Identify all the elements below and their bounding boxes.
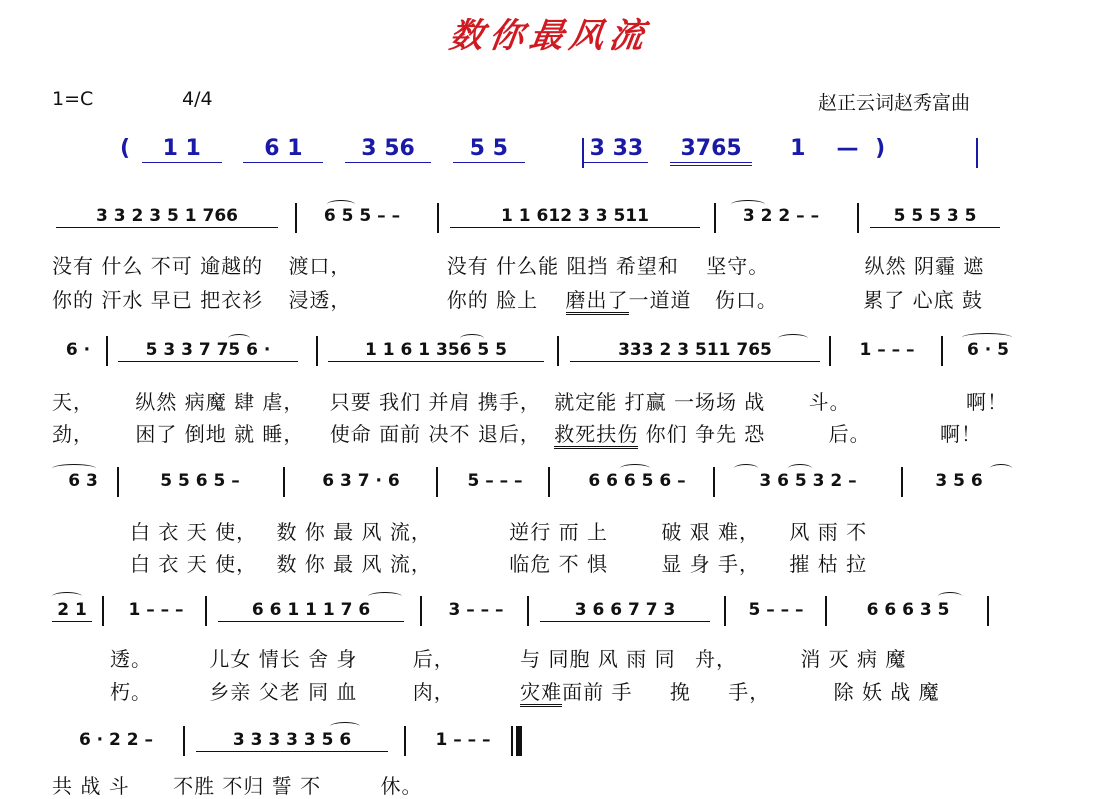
notation-group [436,600,516,630]
lyric-underlined: 磨出了 [566,288,629,315]
note-group: 6 · 2 2 – [78,730,154,750]
lyric: 纵然 病魔 肆 虐， [135,390,305,414]
notation-group [296,471,426,501]
note-group: 1 – – – [435,730,491,750]
barline [295,203,297,233]
note-group: 1 1 612 3 3 511 [450,206,700,228]
barline [283,467,285,497]
lyric: 没有 什么 不可 逾越的 [52,254,264,278]
lyric: 共 战 斗 [52,774,130,798]
intro-note-group: 3 56 [345,136,431,163]
note-group: 3 2 2 – – [742,206,820,226]
barline [941,336,943,366]
note-group: 3 3 2 3 5 1 766 [56,206,278,228]
lyric-line-1 [130,516,867,545]
lyric: 啊！ [966,390,1009,414]
barline [106,336,108,366]
barline [437,203,439,233]
note-group: 2 1 [52,600,92,622]
notation-group [418,730,508,760]
slur [990,464,1012,473]
lyric-line-2 [52,418,982,447]
intro-line [120,136,885,172]
barline [857,203,859,233]
note-group: 6 6 1 1 1 7 6 [218,600,404,622]
lyric: 就定能 打赢 一场场 战 [554,390,766,414]
intro-dash: — [836,136,859,161]
song-title: 数你最风流 [446,16,653,56]
barline [436,467,438,497]
lyric-line-1 [52,250,984,279]
lyric: 你们 争先 恐 [645,422,766,446]
key-signature: 1=C [52,88,94,110]
lyric: 与 同胞 风 雨 同 [520,647,676,671]
intro-note-group: 3765 [670,136,752,166]
intro-note-group: 1 1 [142,136,222,163]
notation-group [56,730,176,760]
intro-note-group: 5 5 [453,136,525,163]
final-barline-thick [516,726,522,756]
note-group: 6 · [65,340,91,360]
barline [404,726,406,756]
notation-group [450,471,540,501]
note-group: 3 6 5 3 2 – [759,471,857,491]
note-group: 6 3 [68,471,98,491]
lyric: 除 妖 战 魔 [833,680,940,704]
notation-group [870,206,1000,236]
notation-group [728,471,888,501]
lyric-line-1 [52,386,1008,415]
lyric-line-1 [110,643,906,672]
lyric-line-2 [130,548,867,577]
note-group: 5 – – – [748,600,804,620]
lyric: 手， [728,680,771,704]
lyric: 面前 手 [562,680,633,704]
notation-group [570,340,820,370]
lyric-underlined: 灾难 [520,680,562,707]
note-group: 3 3 3 3 3 5 6 [196,730,388,752]
barline [557,336,559,366]
lyric: 浸透， [288,288,352,312]
lyric: 使命 面前 决不 退后， [329,422,541,446]
lyric: 一道道 [628,288,692,312]
barline [117,467,119,497]
note-group: 3 6 6 7 7 3 [540,600,710,622]
slur [734,464,758,473]
slur [778,334,808,343]
lyric: 你的 汗水 早已 把衣衫 [52,288,264,312]
lyric: 没有 什么能 阻挡 希望和 [446,254,679,278]
barline [420,596,422,626]
lyric: 朽。 [110,680,152,704]
note-group: 6 6 6 5 6 – [588,471,686,491]
slur [228,334,250,343]
lyric-line-1 [52,770,423,799]
barline [901,467,903,497]
intro-note-group: 3 33 [584,136,648,163]
lyric: 后。 [828,422,871,446]
slur [52,592,82,601]
note-group: 5 5 5 3 5 [870,206,1000,228]
slur [330,722,360,731]
lyric: 斗。 [808,390,851,414]
lyric: 摧 枯 拉 [789,552,868,576]
notation-group [450,206,700,236]
composer-credit: 赵正云词赵秀富曲 [818,92,971,114]
notation-group [118,600,194,630]
lyric: 劲， [52,422,94,446]
notation-group [196,730,388,760]
note-group: 3 – – – [448,600,504,620]
lyric: 风 雨 不 [789,520,868,544]
lyric-underlined: 救死扶伤 [554,422,638,449]
final-barline-thin [511,726,513,756]
intro-note-group: 6 1 [243,136,323,163]
lyric: 显 身 手， [661,552,761,576]
barline [714,203,716,233]
note-group: 1 – – – [859,340,915,360]
intro-close-paren: ) [875,136,886,161]
barline [987,596,989,626]
lyric: 后， [412,647,455,671]
slur [368,592,402,601]
slur [731,200,765,209]
lyric: 休。 [380,774,423,798]
notation-group [562,471,712,501]
slur [962,333,1012,342]
lyric: 透。 [110,647,152,671]
lyric: 乡亲 父老 同 血 [209,680,358,704]
lyric: 破 艰 难， [661,520,761,544]
barline [102,596,104,626]
slur [620,464,650,473]
note-group: 5 5 6 5 – [160,471,240,491]
note-group: 333 2 3 511 765 [570,340,820,362]
lyric: 数 你 最 风 流， [276,520,432,544]
slur [938,592,962,601]
barline [316,336,318,366]
notation-group [914,471,1004,501]
time-signature: 4/4 [182,88,213,110]
note-group: 6 6 6 3 5 [866,600,950,620]
lyric: 儿女 情长 舍 身 [209,647,358,671]
note-group: 5 3 3 7 75 6 · [118,340,298,362]
note-group: 1 1 6 1 356 5 5 [328,340,544,362]
intro-barline [582,138,584,168]
note-group: 6 3 7 · 6 [322,471,400,491]
lyric: 渡口， [288,254,352,278]
lyric: 啊！ [940,422,983,446]
barline [829,336,831,366]
slur [460,334,484,343]
lyric: 数 你 最 风 流， [276,552,432,576]
intro-barline [976,138,978,168]
lyric: 不胜 不归 誓 不 [173,774,322,798]
barline [183,726,185,756]
lyric: 临危 不 惧 [509,552,608,576]
barline [724,596,726,626]
note-group: 1 – – – [128,600,184,620]
note-group: 6 · 5 [967,340,1009,360]
notation-group [838,600,978,630]
lyric: 纵然 阴霾 遮 [864,254,985,278]
notation-group [540,600,710,630]
lyric: 舟， [694,647,737,671]
notation-row-1 [56,206,278,236]
notation-group [726,206,836,236]
lyric: 你的 脸上 [446,288,539,312]
lyric-line-2 [52,284,983,313]
lyric: 肉， [412,680,455,704]
barline [548,467,550,497]
barline [713,467,715,497]
notation-group [842,340,932,370]
lyric: 挽 [669,680,691,704]
notation-group [736,600,816,630]
note-group: 5 – – – [467,471,523,491]
lyric: 白 衣 天 使， [130,552,258,576]
lyric: 困了 倒地 就 睡， [135,422,305,446]
lyric-line-2 [110,676,940,705]
notation-group [130,471,270,501]
barline [205,596,207,626]
notation-group [307,206,417,236]
lyric: 累了 心底 鼓 [863,288,983,312]
notation-group [118,340,298,370]
lyric: 只要 我们 并肩 携手， [329,390,541,414]
notation-group [58,471,108,501]
notation-group [958,340,1018,370]
intro-open-paren: ( [120,136,131,161]
slur [52,464,96,473]
lyric: 逆行 而 上 [509,520,608,544]
lyric: 天， [52,390,94,414]
notation-group [58,340,98,370]
notation-group [52,600,92,630]
barline [527,596,529,626]
slur [788,464,812,473]
lyric: 消 灭 病 魔 [800,647,907,671]
notation-group [328,340,544,370]
lyric: 坚守。 [706,254,770,278]
slur [327,200,355,209]
note-group: 6 5 5 – – [323,206,401,226]
notation-group [218,600,404,630]
note-group: 3 5 6 [935,471,983,491]
lyric: 白 衣 天 使， [130,520,258,544]
barline [825,596,827,626]
lyric: 伤口。 [714,288,778,312]
intro-note: 1 [790,136,806,161]
